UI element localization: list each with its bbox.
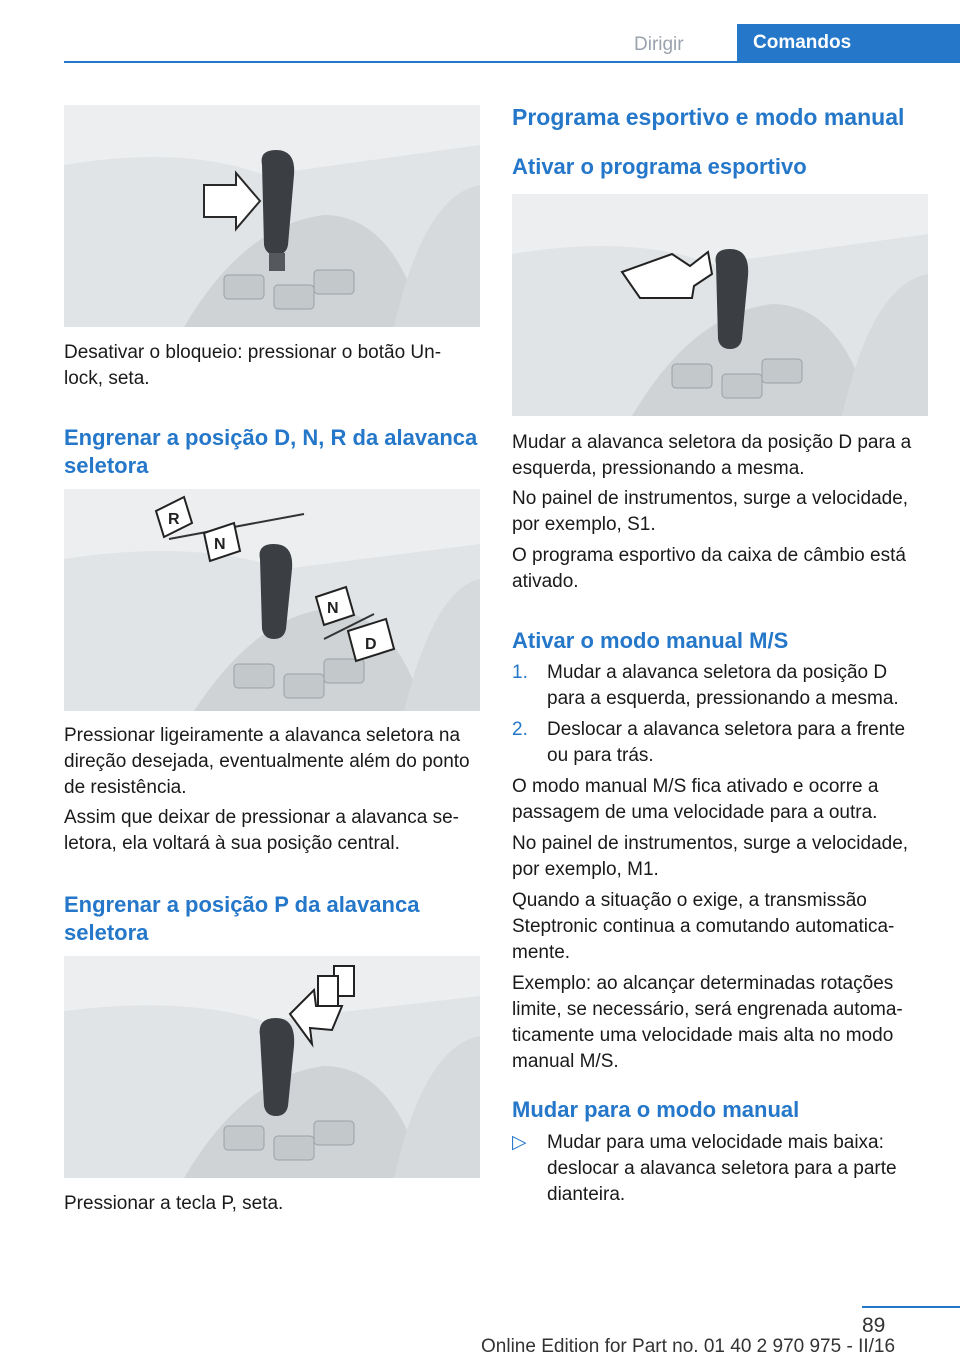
heading-shift-manual: Mudar para o modo manual [512, 1097, 800, 1122]
caption-press-p: Pressionar a tecla P, seta. [64, 1193, 284, 1214]
list-item [512, 717, 928, 769]
para-sport-3: O programa esportivo da caixa de câmbio está ativado. [512, 545, 906, 592]
sport-mode-illustration [512, 194, 928, 416]
list-number: 2. [512, 719, 528, 740]
para-manual-4: Exemplo: ao alcançar determinadas rotações limite, se necessário, será engrenada automa‐ticamente uma velocidade mais alta no modo manual M/S. [512, 973, 903, 1072]
heading-engage-p: Engrenar a posição P da alavanca seletora [64, 892, 420, 945]
page-number: 89 [862, 1314, 886, 1337]
para-sport-1: Mudar a alavanca seletora da posição D para a esquerda, pressionando a mesma. [512, 432, 912, 479]
para-sport-2: No painel de instrumentos, surge a velocidade, por exemplo, S1. [512, 488, 909, 535]
para-manual-3: Quando a situação o exige, a transmissão Steptronic continua a comutando automatica‐mente. [512, 890, 895, 963]
label-n-lower: N [327, 600, 339, 617]
bullet-arrow-icon: ▷ [512, 1132, 527, 1153]
list-text: Deslocar a alavanca seletora para a frente ou para trás. [547, 719, 906, 766]
bullet-item [512, 1130, 928, 1208]
label-d: D [365, 636, 377, 653]
header-rule [64, 61, 960, 63]
figure-p-button [64, 956, 480, 1178]
label-n-upper: N [214, 536, 226, 553]
para-manual-2: No painel de instrumentos, surge a velocidade, por exemplo, M1. [512, 833, 909, 880]
figure-drn-positions [64, 489, 480, 711]
figure-unlock-button [64, 105, 480, 327]
label-r: R [168, 511, 180, 528]
heading-sport-program: Ativar o programa esportivo [512, 154, 807, 179]
para-manual-1: O modo manual M/S fica ativado e ocorre a passagem de uma velocidade para a outra. [512, 776, 879, 823]
caption-unlock: Desativar o bloqueio: pressionar o botão Un‐lock, seta. [64, 342, 442, 389]
gear-selector-illustration [64, 105, 480, 327]
heading-engage-drn: Engrenar a posição D, N, R da alavanca seletora [64, 425, 478, 478]
list-text: Mudar a alavanca seletora da posição D para a esquerda, pressionando a mesma. [547, 662, 899, 709]
list-item [512, 660, 928, 712]
heading-manual-mode: Ativar o modo manual M/S [512, 628, 789, 653]
footer-rule [862, 1306, 960, 1308]
main-heading: Programa esportivo e modo manual [512, 104, 905, 130]
para-return-center: Assim que deixar de pressionar a alavanca se‐letora, ela voltará à sua posição central. [64, 807, 459, 854]
gear-positions-illustration [64, 489, 480, 711]
header-section-tab[interactable]: Dirigir [634, 34, 684, 55]
p-button-illustration [64, 956, 480, 1178]
figure-sport-program [512, 194, 928, 416]
header-chapter-tab[interactable]: Comandos [737, 24, 960, 62]
footer-edition: Online Edition for Part no. 01 40 2 970 975 - II/16 [481, 1336, 896, 1357]
bullet-text: Mudar para uma velocidade mais baixa: deslocar a alavanca seletora para a parte dianteira. [547, 1132, 897, 1205]
list-number: 1. [512, 662, 528, 683]
para-press-lever: Pressionar ligeiramente a alavanca seletora na direção desejada, eventualmente além do ponto de resistência. [64, 725, 470, 798]
